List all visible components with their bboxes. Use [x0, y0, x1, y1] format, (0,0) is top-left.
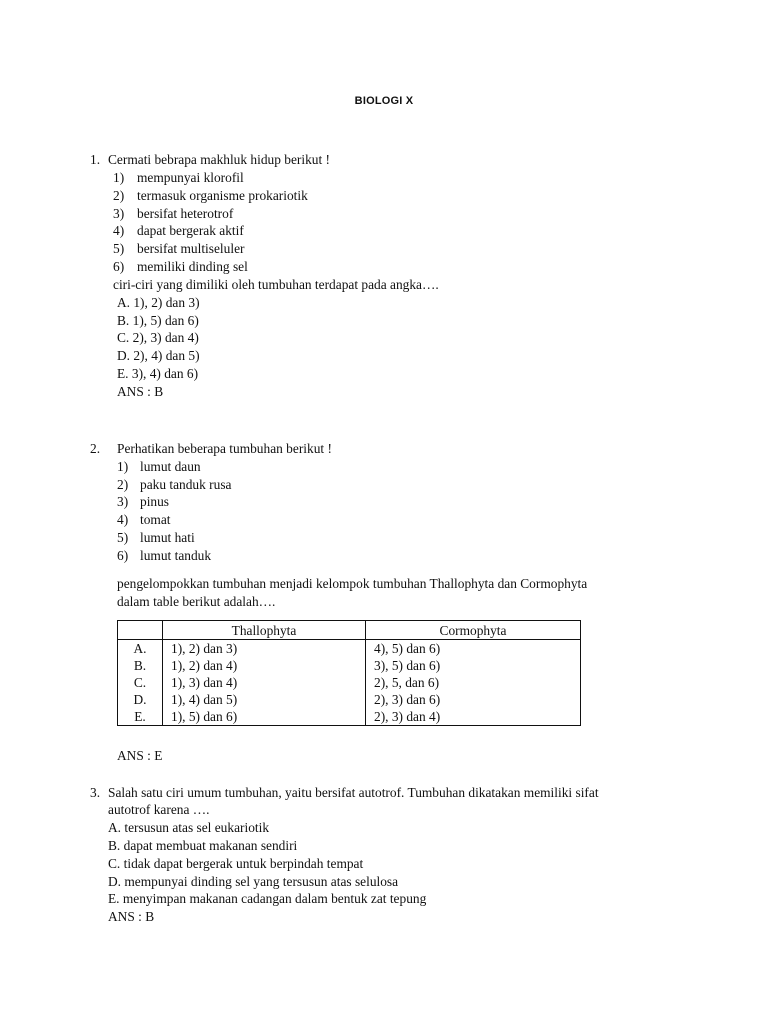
question-2-text-line-2: dalam table berikut adalah…. [117, 594, 276, 609]
answer-option-a: A. tersusun atas sel eukariotik [108, 820, 270, 835]
table-cell-thallophyta: 1), 3) dan 4) [163, 674, 366, 691]
table-row [118, 691, 581, 708]
list-item: memiliki dinding sel [137, 259, 248, 274]
list-item-number: 1) [113, 170, 125, 185]
question-3-prompt-line-2: autotrof karena …. [108, 802, 210, 817]
answer-option-d: D. 2), 4) dan 5) [117, 348, 200, 363]
list-item: paku tanduk rusa [140, 477, 232, 492]
list-item-number: 2) [117, 477, 129, 492]
table-header-row [118, 621, 581, 640]
table-cell-thallophyta: 1), 5) dan 6) [163, 708, 366, 726]
answer-option-b: B. 1), 5) dan 6) [117, 313, 199, 328]
list-item: pinus [140, 494, 170, 509]
table-row [118, 674, 581, 691]
question-2-number: 2. [90, 441, 101, 456]
answer-option-b: B. dapat membuat makanan sendiri [108, 838, 298, 853]
list-item: termasuk organisme prokariotik [137, 188, 308, 203]
table-row [118, 657, 581, 674]
table-header-label [118, 621, 163, 640]
answer-key: ANS : B [108, 909, 155, 924]
document-title: BIOLOGI X [354, 95, 414, 107]
list-item: lumut hati [140, 530, 195, 545]
list-item-number: 2) [113, 188, 125, 203]
table-cell-label: B. [118, 657, 163, 674]
list-item-number: 6) [113, 259, 125, 274]
question-1-number: 1. [90, 152, 101, 167]
list-item-number: 1) [117, 459, 129, 474]
list-item: bersifat heterotrof [137, 206, 234, 221]
list-item: bersifat multiseluler [137, 241, 245, 256]
question-1-text: ciri-ciri yang dimiliki oleh tumbuhan terdapat pada angka…. [113, 277, 439, 292]
question-1-prompt: Cermati bebrapa makhluk hidup berikut ! [108, 152, 330, 167]
table-cell-cormophyta: 4), 5) dan 6) [366, 640, 581, 658]
question-2-text-line-1: pengelompokkan tumbuhan menjadi kelompok tumbuhan Thallophyta dan Cormophyta [117, 576, 588, 591]
table-cell-cormophyta: 2), 5, dan 6) [366, 674, 581, 691]
answer-option-a: A. 1), 2) dan 3) [117, 295, 200, 310]
list-item: dapat bergerak aktif [137, 223, 244, 238]
list-item: lumut daun [140, 459, 201, 474]
table-cell-cormophyta: 2), 3) dan 4) [366, 708, 581, 726]
answer-option-c: C. 2), 3) dan 4) [117, 330, 199, 345]
table-cell-cormophyta: 2), 3) dan 6) [366, 691, 581, 708]
table-header-cormophyta: Cormophyta [366, 621, 581, 640]
answer-option-e: E. menyimpan makanan cadangan dalam bentuk zat tepung [108, 891, 427, 906]
list-item-number: 5) [117, 530, 129, 545]
table-cell-thallophyta: 1), 2) dan 3) [163, 640, 366, 658]
answer-key: ANS : E [117, 748, 163, 763]
list-item-number: 3) [113, 206, 125, 221]
table-header-thallophyta: Thallophyta [163, 621, 366, 640]
table-row [118, 640, 581, 658]
question-2-prompt: Perhatikan beberapa tumbuhan berikut ! [117, 441, 332, 456]
list-item-number: 4) [117, 512, 129, 527]
table-row [118, 708, 581, 726]
list-item: mempunyai klorofil [137, 170, 244, 185]
answer-option-e: E. 3), 4) dan 6) [117, 366, 199, 381]
question-3-number: 3. [90, 785, 101, 800]
list-item: lumut tanduk [140, 548, 212, 563]
answer-option-d: D. mempunyai dinding sel yang tersusun atas selulosa [108, 874, 399, 889]
table-cell-label: C. [118, 674, 163, 691]
table-cell-thallophyta: 1), 4) dan 5) [163, 691, 366, 708]
list-item-number: 4) [113, 223, 125, 238]
answer-key: ANS : B [117, 384, 164, 399]
question-3-prompt-line-1: Salah satu ciri umum tumbuhan, yaitu bersifat autotrof. Tumbuhan dikatakan memiliki sifat [108, 785, 599, 800]
table-cell-cormophyta: 3), 5) dan 6) [366, 657, 581, 674]
list-item-number: 3) [117, 494, 129, 509]
table-cell-thallophyta: 1), 2) dan 4) [163, 657, 366, 674]
answer-option-c: C. tidak dapat bergerak untuk berpindah tempat [108, 856, 364, 871]
table-cell-label: A. [118, 640, 163, 658]
list-item: tomat [140, 512, 171, 527]
table-cell-label: E. [118, 708, 163, 726]
list-item-number: 6) [117, 548, 129, 563]
list-item-number: 5) [113, 241, 125, 256]
classification-table [117, 620, 581, 726]
table-cell-label: D. [118, 691, 163, 708]
